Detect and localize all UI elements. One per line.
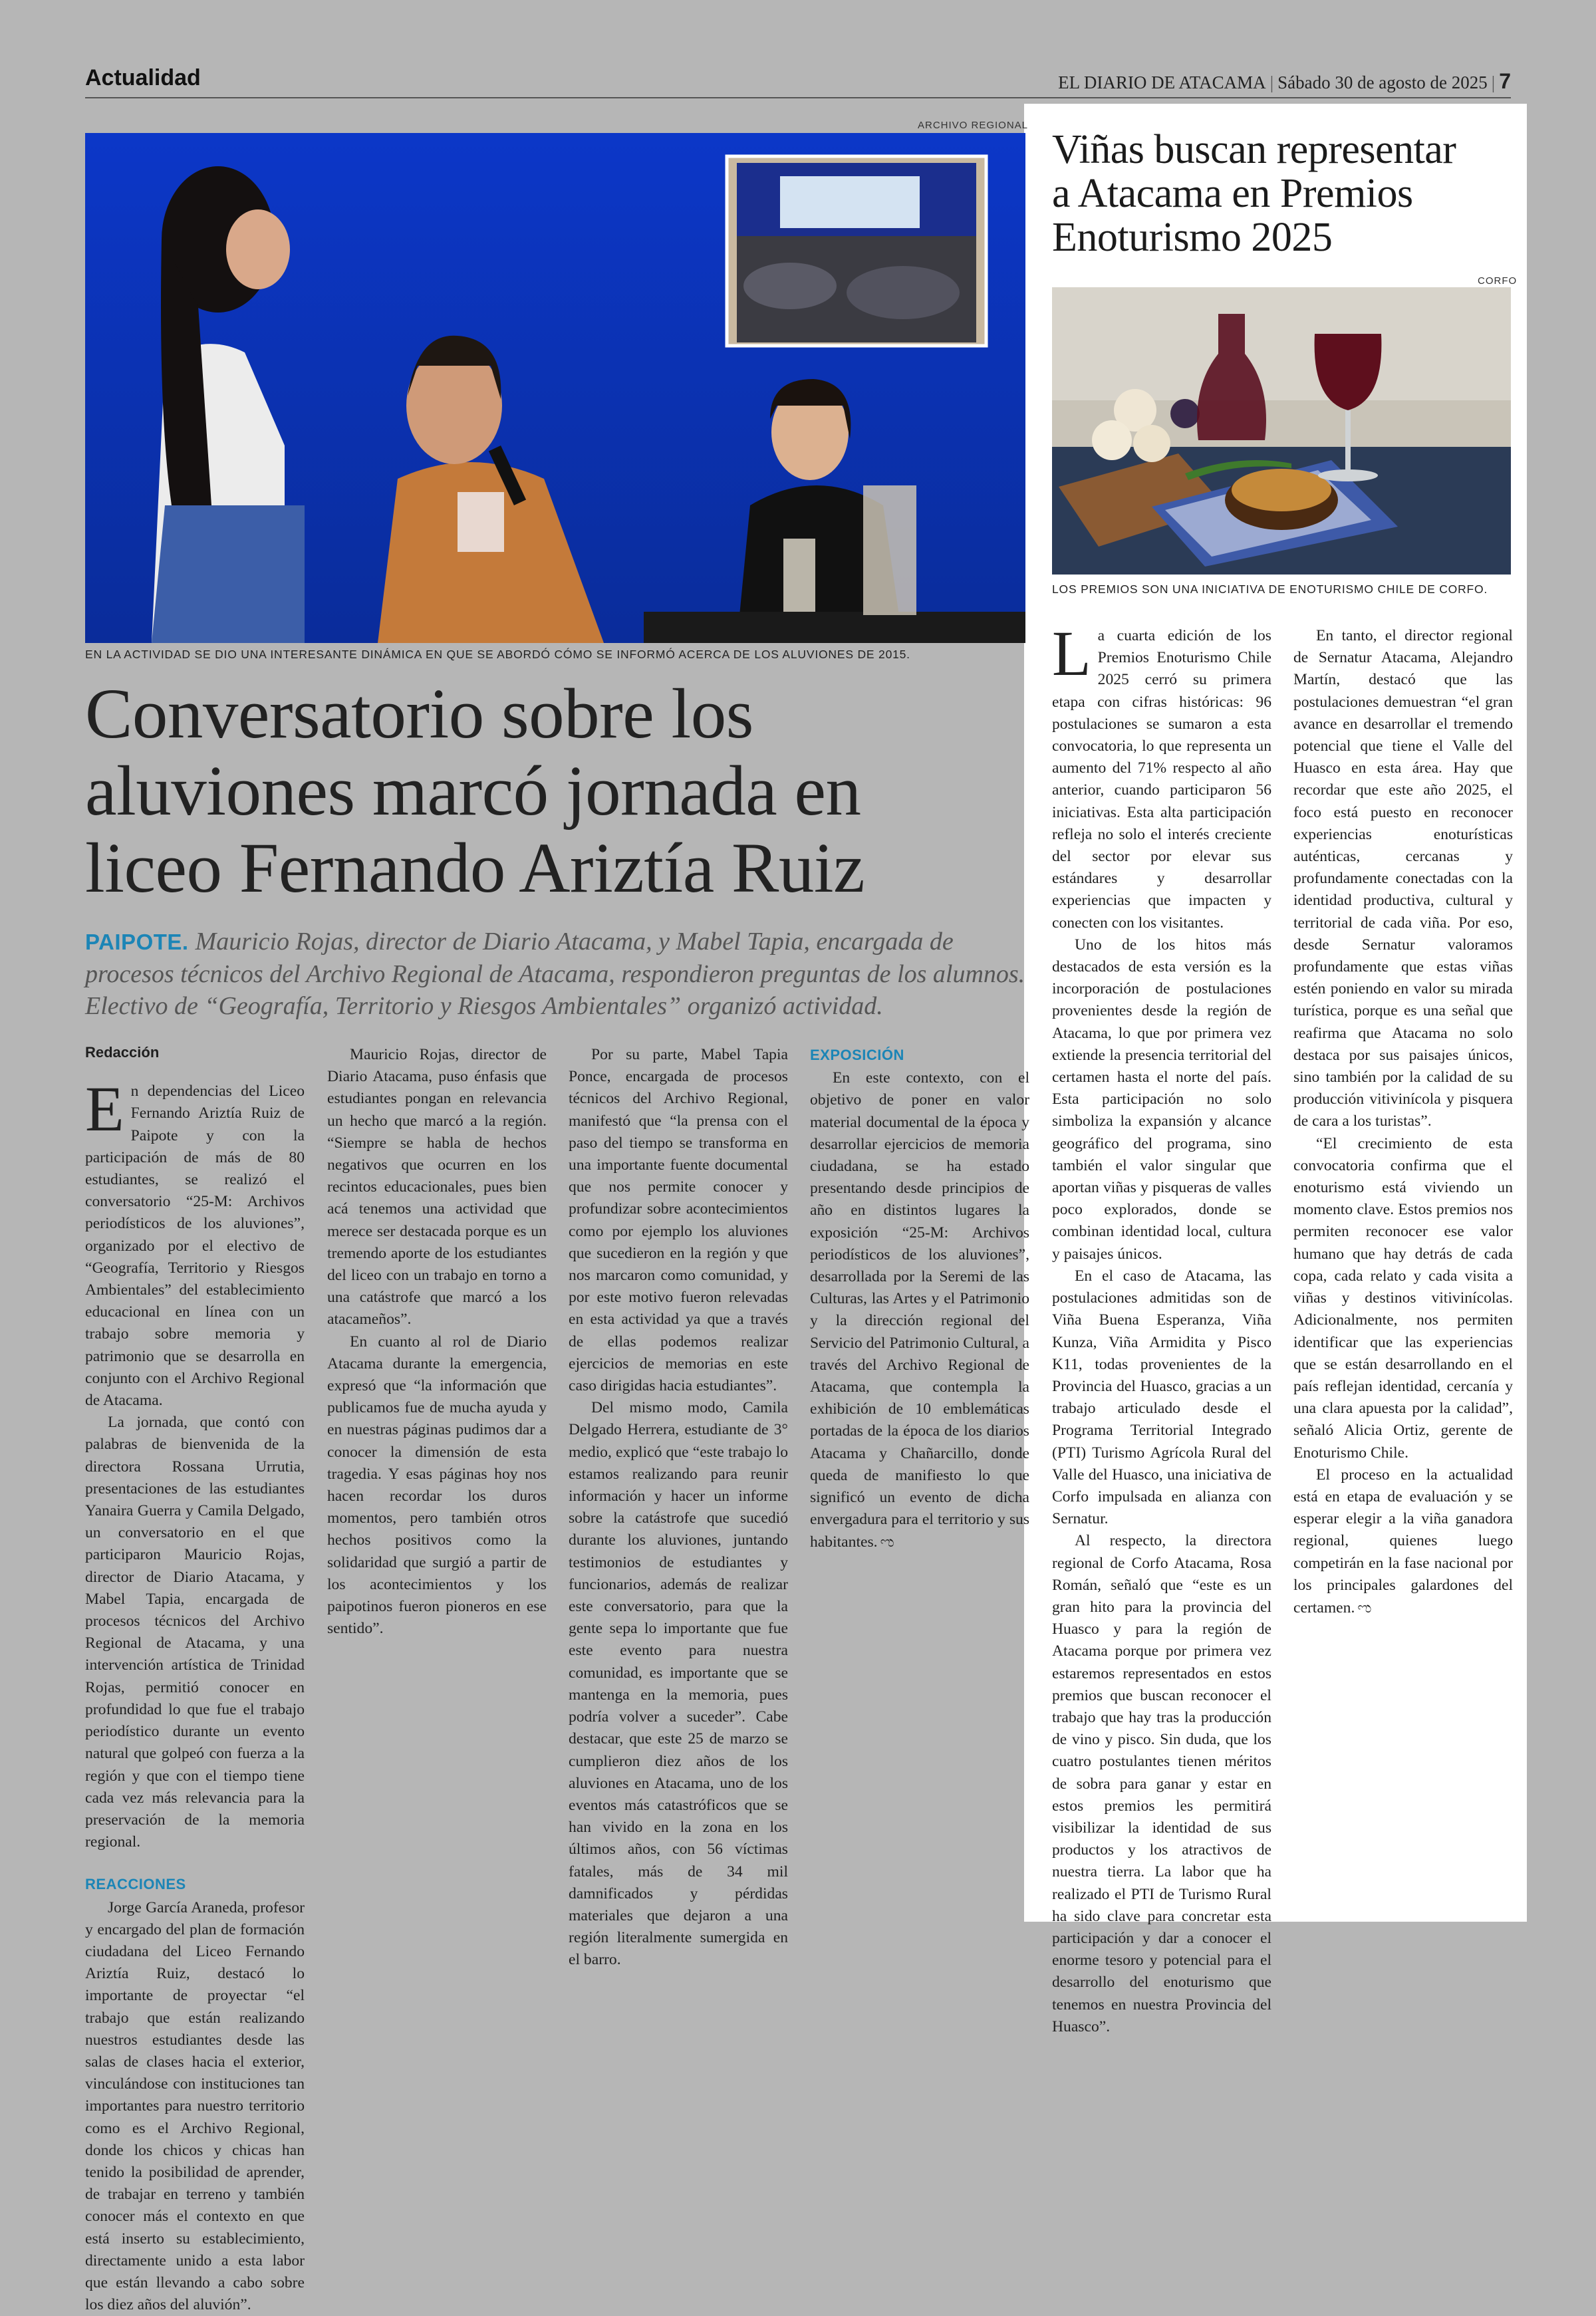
body-text: El proceso en la actualidad está en etapa de evaluación y se esperar elegir a la viña ganadora regional, quienes luego competirán en la fase nacional por los principales galardones del certamen. xyxy=(1293,1466,1513,1616)
main-photo-caption: EN LA ACTIVIDAD SE DIO UNA INTERESANTE DINÁMICA EN QUE SE ABORDÓ CÓMO SE INFORMÓ ACERCA DE LOS ALUVIONES DE 2015. xyxy=(85,648,910,661)
body-paragraph xyxy=(1052,618,1271,934)
body-paragraph: Uno de los hitos más destacados de esta versión es la incorporación de postulaciones provenientes desde la región de Atacama, lo que por primera vez extiende la presencia territorial del certamen hasta el norte del país. Esta participación no solo simboliza la expansión y alcance geográfico del programa, sino también el valor singular que aportan viñas y pisqueras de valles poco explorados, donde se combinan identidad local, cultura y paisajes únicos. xyxy=(1052,936,1271,1263)
body-paragraph: En cuanto al rol de Diario Atacama durante la emergencia, expresó que “la información que publicamos fue de mucha ayuda y en nuestras páginas pudimos dar a conocer la dimensión de esta tragedia. Y esas páginas hoy nos hacen recordar los duros momentos, pero también otros hechos positivos como la solidaridad que surgió a partir de los acontecimientos y los paipotinos fueron pioneros en ese sentido”. xyxy=(327,1333,547,1638)
main-headline-line: liceo Fernando Ariztía Ruiz xyxy=(85,829,865,908)
lead-text: Mauricio Rojas, director de Diario Atacama, y Mabel Tapia, encargada de procesos técnicos del Archivo Regional de Atacama, respondieron preguntas de los alumnos. Electivo de “Geografía, Territorio y Riesgos Ambientales” organizó actividad. xyxy=(85,928,1025,1020)
main-column-1 xyxy=(85,1041,305,2316)
subheading-exposicion: EXPOSICIÓN xyxy=(810,1047,904,1063)
body-paragraph: “El crecimiento de esta convocatoria confirma que el enoturismo está viviendo un momento clave. Estos premios nos permiten reconocer ese valor humano que hay detrás de cada copa, cada relato y cada visita a viñas y destinos vitivinícolas. Adicionalmente, nos permiten identificar que las experiencias que se están desarrollando en el país reflejan identidad, cercanía y una clara apuesta por la calidad”, señaló Alicia Ortiz, gerente de Enoturismo Chile. xyxy=(1293,1134,1513,1462)
side-photo-credit: CORFO xyxy=(1478,275,1518,287)
side-headline xyxy=(1052,128,1511,259)
body-paragraph xyxy=(85,1073,305,1412)
body-paragraph: Al respecto, la directora regional de Corfo Atacama, Rosa Román, señaló que “este es un gran hito para la provincia del Huasco y para la región de Atacama porque por primera vez estaremos representados en estos premios que buscan reconocer el trabajo que hay tras la producción de vino y pisco. Sin duda, que los cuatro postulantes tienen méritos de sobra para ganar y estar en estos premios les permitirá visibilizar la identidad de sus productos y los atractivos de nuestra tierra. La labor que ha realizado el PTI de Turismo Rural ha sido clave para concretar esta participación y dar a conocer el enorme tesoro y potencial para el desarrollo del enoturismo que tenemos en nuestra Provincia del Huasco”. xyxy=(1052,1532,1271,2035)
main-photo-credit: ARCHIVO REGIONAL xyxy=(918,120,1029,131)
body-paragraph: Jorge García Araneda, profesor y encargado del plan de formación ciudadana del Liceo Fernando Ariztía Ruiz, destacó lo importante de proyectar “el trabajo que están realizando nuestros estudiantes desde las salas de clases hacia el exterior, vinculándose con instituciones tan importantes para nuestro territorio como es el Archivo Regional, donde los chicos y chicas han tenido la posibilidad de aprender, de trabajar en terreno y también conocer más el contexto en que está inserto su establecimiento, directamente unido a esta labor que están llevando a cabo sobre los diez años del aluvión”. xyxy=(85,1898,305,2314)
issue-date: Sábado 30 de agosto de 2025 xyxy=(1277,72,1488,92)
main-column-2 xyxy=(327,1044,547,1640)
newspaper-name: EL DIARIO DE ATACAMA xyxy=(1058,72,1266,92)
body-paragraph: Por su parte, Mabel Tapia Ponce, encargada de procesos técnicos del Archivo Regional, manifestó que “la prensa con el paso del tiempo se transforma en una importante fuente documental que nos permite conocer y profundizar sobre acontecimientos como por ejemplo los aluviones que sucedieron en la región y que nos marcaron como comunidad, y por este motivo fueron relevadas en esta actividad ya que a través de ellas podemos realizar ejercicios de memorias en este caso dirigidas hacia estudiantes”. xyxy=(569,1046,788,1395)
body-paragraph: La jornada, que contó con palabras de bienvenida de la directora Rossana Urrutia, presentaciones de las estudiantes Yanaira Guerra y Camila Delgado, un conversatorio en el que participaron Mauricio Rojas, director de Diario Atacama, y Mabel Tapia, encargada de procesos técnicos del Archivo Regional de Atacama, y una intervención artística de Trinidad Rojas, permitió conocer en profundidad lo que fue el trabajo periodístico durante un evento natural que golpeó con fuerza a la región y que con el tiempo tiene cada vez más relevancia para la preservación de la memoria regional. xyxy=(85,1414,305,1851)
side-headline-line: Viñas buscan representar xyxy=(1052,127,1456,172)
body-paragraph: En el caso de Atacama, las postulaciones admitidas son de Viña Buena Esperanza, Viña Kunza, Viña Armidita y Pisco K11, todas provenientes de la Provincia del Huasco, gracias a un trabajo articulado desde el Programa Territorial Integrado (PTI) Turismo Agrícola Rural del Valle del Huasco, una iniciativa de Corfo impulsada en alianza con Sernatur. xyxy=(1052,1267,1271,1528)
main-headline xyxy=(85,676,1029,907)
main-headline-line: Conversatorio sobre los xyxy=(85,675,753,753)
wine-photo xyxy=(1052,287,1511,575)
main-column-4 xyxy=(810,1044,1029,1554)
body-paragraph: Del mismo modo, Camila Delgado Herrera, estudiante de 3° medio, explicó que “este trabajo lo estamos realizando para reunir información y hacer un informe sobre la catástrofe que sucedió durante los aluviones, juntando testimonios de estudiantes y funcionarios, además de realizar este conversatorio, para que la gente sepa lo importante que fue este evento para nuestra comunidad, es importante que se mantenga en la memoria, pues podría volver a suceder”. Cabe destacar, que este 25 de marzo se cumplieron diez años de los aluviones en Atacama, uno de los eventos más catastróficos que se han vivido en la zona en los últimos años, con 56 víctimas fatales, más de 34 mil damnificados y pérdidas materiales que dejaron a una región literalmente sumergida en el barro. xyxy=(569,1399,788,1969)
drop-cap: E xyxy=(85,1073,124,1145)
side-column-2 xyxy=(1293,625,1513,1619)
subheading-reacciones: REACCIONES xyxy=(85,1876,186,1893)
body-paragraph xyxy=(1293,1464,1513,1619)
header-rule xyxy=(85,97,1511,98)
end-mark: ಌ xyxy=(880,1533,894,1551)
section-label: Actualidad xyxy=(85,65,201,90)
masthead-info: EL DIARIO DE ATACAMA | Sábado 30 de agosto de 2025 | 7 xyxy=(1058,69,1511,93)
body-paragraph: En tanto, el director regional de Sernatur Atacama, Alejandro Martín, destacó que las postulaciones demuestran “el gran avance en desarrollar el tremendo potencial que tiene el Valle del Huasco en esta área. Hay que recordar que este año 2025, el foco está puesto en reconocer experiencias enoturísticas auténticas, cercanas y profundamente conectadas con la identidad productiva, cultural y territorial de cada viña. Por eso, desde Sernatur valoramos profundamente que estas viñas estén poniendo en valor su mirada turística, porque es una señal que reafirma que Atacama no solo destaca por sus paisajes únicos, sino también por la calidad de su producción vitivinícola y pisquera de cara a los turistas”. xyxy=(1293,627,1513,1130)
body-paragraph xyxy=(810,1067,1029,1553)
side-headline-line: Enoturismo 2025 xyxy=(1052,215,1333,260)
main-column-3 xyxy=(569,1044,788,1972)
byline: Redacción xyxy=(85,1044,160,1061)
page-number: 7 xyxy=(1499,69,1511,93)
body-text: a cuarta edición de los Premios Enoturismo Chile 2025 cerró su primera etapa con cifras históricas: 96 postulaciones se sumaron a esta convocatoria, lo que representa un aumento del 71% respecto al año anterior, cuando participaron 56 iniciativas. Esta alta participación refleja no solo el interés creciente del sector por elevar sus estándares y desarrollar experiencias que impacten y conecten con los visitantes. xyxy=(1052,627,1271,932)
main-photo xyxy=(85,133,1025,643)
side-headline-line: a Atacama en Premios xyxy=(1052,171,1413,216)
body-paragraph: Mauricio Rojas, director de Diario Atacama, puso énfasis que estudiantes pongan en relevancia un hecho que marcó a la región. “Siempre se habla de hechos negativos que ocurren en los recintos educacionales, pues bien acá tenemos una actividad que merece ser destacada porque es un tremendo aporte de los estudiantes del liceo con un trabajo en torno a una catástrofe que marcó a los atacameños”. xyxy=(327,1046,547,1329)
main-lead xyxy=(85,926,1025,1022)
end-mark: ಌ xyxy=(1357,1599,1372,1616)
drop-cap: L xyxy=(1052,618,1091,689)
lead-dateline: PAIPOTE. xyxy=(85,930,189,954)
body-text: En este contexto, con el objetivo de poner en valor material documental de la época y desarrollar ejercicios de memoria ciudadana, se ha estado presentando desde principios de año en distintos lugares la exposición “25-M: Archivos periodísticos de los aluviones”, desarrollada por la Seremi de las Culturas, las Artes y el Patrimonio y la dirección regional del Servicio del Patrimonio Cultural, a través del Archivo Regional de Atacama, que contempla la exhibición de 10 emblemáticas portadas de la época de los diarios Atacama y Chañarcillo, donde queda de manifiesto lo que significó un evento de dicha envergadura para el territorio y sus habitantes. xyxy=(810,1069,1029,1551)
main-headline-line: aluviones marcó jornada en xyxy=(85,752,861,831)
body-text: n dependencias del Liceo Fernando Ariztía Ruiz de Paipote y con la participación de más de 80 estudiantes, se realizó el conversatorio “25-M: Archivos periodísticos de los aluviones”, organizado por el electivo de “Geografía, Territorio y Riesgos Ambientales” del establecimiento educacional en línea con un trabajo sobre memoria y patrimonio que se desarrolla en conjunto con el Archivo Regional de Atacama. xyxy=(85,1083,305,1410)
side-photo-caption: LOS PREMIOS SON UNA INICIATIVA DE ENOTURISMO CHILE DE CORFO. xyxy=(1052,582,1488,596)
side-column-1 xyxy=(1052,618,1271,2038)
